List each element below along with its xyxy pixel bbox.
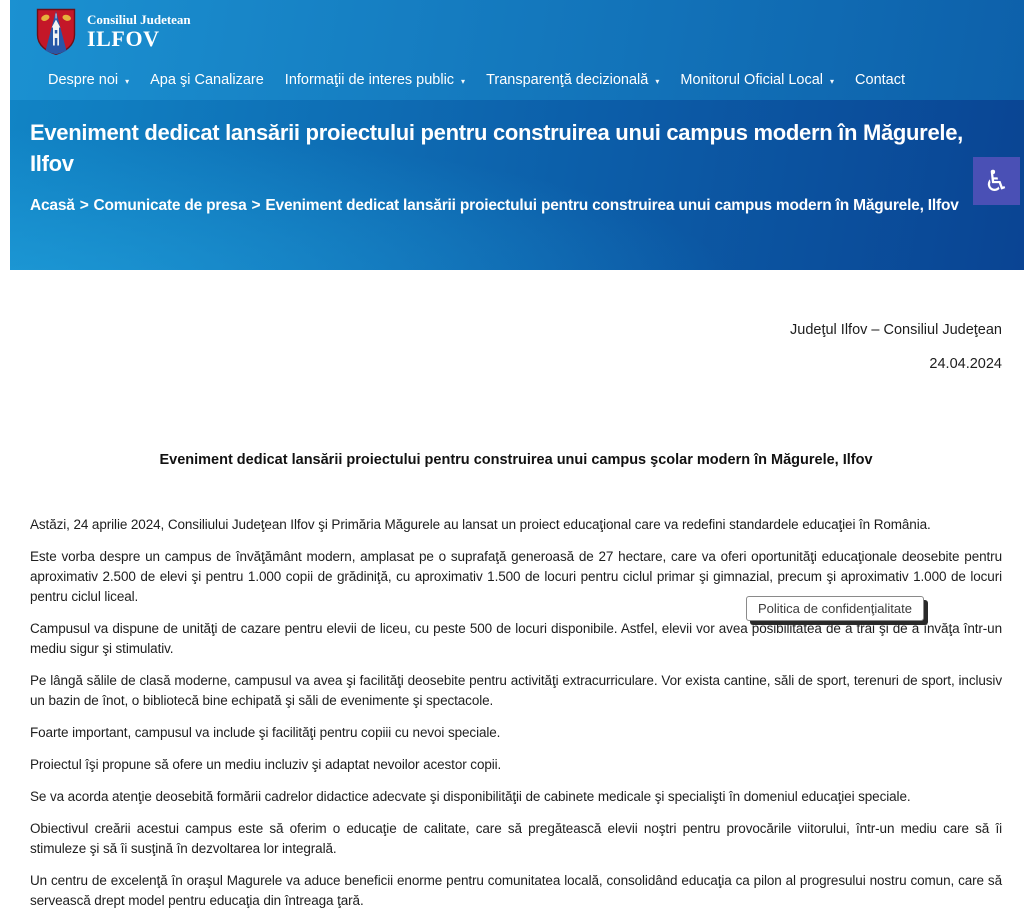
nav-item-label: Transparenţă decizională <box>486 72 649 88</box>
nav-item-label: Contact <box>855 72 906 88</box>
nav-item-label: Monitorul Oficial Local <box>680 72 824 88</box>
breadcrumb-home-link[interactable]: Acasă <box>30 197 75 214</box>
breadcrumb-section-link[interactable]: Comunicate de presa <box>93 197 247 214</box>
accessibility-button[interactable] <box>973 157 1020 205</box>
article-paragraph: Un centru de excelenţă în oraşul Magurele va aduce beneficii enorme pentru comunitatea locală, consolidând educaţia ca pilon al progresului nostru comun, care să servească drept model pentru educaţia din întreaga ţară. <box>30 873 1002 908</box>
article-paragraph: Se va acorda atenţie deosebită formării cadrelor didactice adecvate şi disponibilităţii de cabinete medicale şi specialişti în domeniul educaţiei speciale. <box>30 789 911 804</box>
article <box>0 270 1024 911</box>
nav-item-transparenta-decizionala[interactable] <box>486 72 659 88</box>
breadcrumb <box>30 192 965 219</box>
nav-item-informatii-interes-public[interactable] <box>285 72 465 88</box>
breadcrumb-separator: > <box>79 197 89 214</box>
article-title: Eveniment dedicat lansării proiectului pentru construirea unui campus şcolar modern în Măgurele, Ilfov <box>159 452 873 468</box>
article-paragraph: Foarte important, campusul va include şi facilităţi pentru copiii cu nevoi speciale. <box>30 725 501 740</box>
article-date: 24.04.2024 <box>929 356 1002 372</box>
chevron-down-icon: ▾ <box>461 76 466 86</box>
ilfov-coat-of-arms-logo <box>36 8 76 55</box>
brand-text <box>87 13 191 51</box>
nav-item-label: Informaţii de interes public <box>284 72 455 88</box>
chevron-down-icon: ▾ <box>830 76 835 86</box>
page-title: Eveniment dedicat lansării proiectului pentru construirea unui campus modern în Măgurele, Ilfov <box>30 120 963 176</box>
breadcrumb-separator: > <box>251 197 261 214</box>
nav-item-contact[interactable] <box>855 72 905 88</box>
nav-item-monitorul-oficial-local[interactable] <box>680 72 834 88</box>
nav-item-label: Apa şi Canalizare <box>150 72 264 88</box>
brand-county-line: ILFOV <box>87 26 160 52</box>
article-paragraph: Este vorba despre un campus de învăţământ modern, amplasat pe o suprafaţă generoasă de 27 hectare, care va oferi oportunităţi educaţionale deosebite pentru aproximativ 2.500 de elevi şi pentru 1.000 copii de grădiniţă, cu aproximativ 1.500 de locuri pentru ciclul primar şi gimnazial, precum şi aproximativ 1.000 de locuri pentru ciclul liceal. <box>30 549 1002 604</box>
nav-item-label: Despre noi <box>48 72 119 88</box>
brand-org-line: Consiliul Judetean <box>87 11 191 27</box>
wheelchair-icon: ♿ <box>983 163 1010 198</box>
chevron-down-icon: ▾ <box>655 76 660 86</box>
privacy-policy-tooltip[interactable]: Politica de confidenţialitate <box>746 596 924 621</box>
chevron-down-icon: ▾ <box>125 76 130 86</box>
article-paragraph: Campusul va dispune de unităţi de cazare pentru elevii de liceu, cu peste 500 de locuri disponibile. Astfel, elevii vor avea posibilitatea de a trăi şi de a învăţa într-un mediu sigur şi stimulativ. <box>30 621 1002 656</box>
article-paragraph: Pe lângă sălile de clasă moderne, campusul va avea şi facilităţi deosebite pentru activităţi extracurriculare. Vor exista cantine, săli de sport, terenuri de sport, inclusiv un bazin de înot, o bibliotecă bine echipată şi săli de evenimente şi spectacole. <box>30 673 1002 708</box>
article-paragraph: Obiectivul creării acestui campus este să oferim o educaţie de calitate, care să pregătească elevii noştri pentru provocările viitorului, într-un mediu care să îi stimuleze şi să îi susţină în dezvoltarea lor integrală. <box>30 821 1002 856</box>
article-body <box>30 515 1002 911</box>
article-paragraph: Astăzi, 24 aprilie 2024, Consiliului Judeţean Ilfov şi Primăria Măgurele au lansat un proiect educaţional care va redefini standardele educaţiei în România. <box>30 517 931 532</box>
brand[interactable] <box>36 8 1024 55</box>
breadcrumb-current: Eveniment dedicat lansării proiectului pentru construirea unui campus modern în Măgurele, Ilfov <box>265 197 959 214</box>
article-paragraph: Proiectul îşi propune să ofere un mediu incluziv şi adaptat nevoilor acestor copii. <box>30 757 502 772</box>
hero-banner <box>10 100 1024 270</box>
main-nav <box>48 72 1024 88</box>
nav-item-apa-si-canalizare[interactable] <box>150 72 264 88</box>
nav-item-despre-noi[interactable] <box>48 72 129 88</box>
article-source: Judeţul Ilfov – Consiliul Judeţean <box>790 322 1002 338</box>
site-header <box>10 0 1024 100</box>
